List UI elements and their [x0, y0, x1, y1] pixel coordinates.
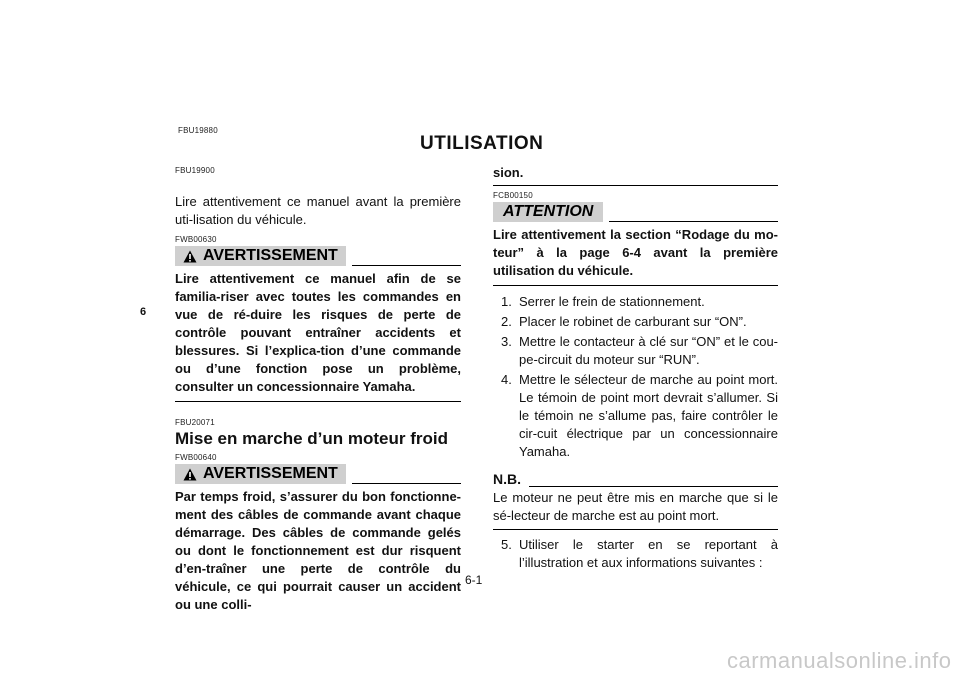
list-item [501, 293, 778, 311]
warning2-code: FWB00640 [175, 453, 217, 462]
warning2-header [175, 464, 461, 484]
warning2-rule [352, 464, 461, 484]
caution-end-rule [493, 285, 778, 286]
caution-text: Lire attentivement la section “Rodage du mo-teur” à la page 6-4 avant la première utilisation du véhicule. [493, 227, 778, 278]
warning1-code: FWB00630 [175, 235, 217, 244]
warning-triangle-icon [183, 250, 197, 263]
step-text: Serrer le frein de stationnement. [519, 294, 705, 309]
note-end-rule [493, 529, 778, 530]
list-item [501, 371, 778, 461]
warning2-end-rule [493, 185, 778, 186]
step-number: 4. [501, 372, 512, 387]
right-column [493, 164, 778, 574]
warning2-continuation: sion. [493, 165, 524, 180]
caution-header [493, 202, 778, 222]
warning1-end-rule [175, 401, 461, 402]
warning2-label-box [175, 464, 346, 484]
chapter-tab: 6 [140, 306, 147, 318]
steps-list-continued [493, 536, 778, 572]
step-number: 1. [501, 294, 512, 309]
intro-code: FBU19900 [175, 166, 215, 175]
watermark: carmanualsonline.info [727, 648, 952, 673]
note-header [493, 471, 778, 487]
list-item [501, 333, 778, 369]
note-label: N.B. [493, 471, 521, 487]
intro-text: Lire attentivement ce manuel avant la première uti-lisation du véhicule. [175, 194, 461, 227]
step-number: 5. [501, 537, 512, 552]
note-rule [529, 476, 778, 487]
warning1-label: AVERTISSEMENT [203, 247, 338, 264]
page-number: 6-1 [465, 573, 483, 587]
section-code: FBU20071 [175, 418, 215, 427]
header-code: FBU19880 [178, 126, 218, 135]
page-title: UTILISATION [420, 133, 544, 154]
list-item [501, 536, 778, 572]
step-text: Mettre le sélecteur de marche au point mort. Le témoin de point mort devrait s’allumer. Si le témoin ne s’allume pas, faire contrôler le cir-cuit électrique par un concessionnaire Yamaha. [519, 372, 778, 459]
caution-label: ATTENTION [493, 202, 603, 222]
warning-triangle-icon [183, 468, 197, 481]
warning2-text: Par temps froid, s’assurer du bon fonctionne-ment des câbles de commande avant chaque démarrage. Des câbles de commande gelés ou dont le fonctionnement est dur risquent d’en-traîner une perte de contrôle du véhicule, ce qui pourrait causer un accident ou une colli- [175, 489, 461, 612]
warning1-header [175, 246, 461, 266]
step-number: 3. [501, 334, 512, 349]
step-number: 2. [501, 314, 512, 329]
step-text: Mettre le contacteur à clé sur “ON” et le cou-pe-circuit du moteur sur “RUN”. [519, 334, 778, 367]
steps-list [493, 293, 778, 461]
left-column [175, 166, 461, 614]
warning1-text: Lire attentivement ce manuel afin de se familia-riser avec toutes les commandes en vue de ré-duire les risques de perte de contrôle pouvant entraîner accidents et blessures. Si l’explica-tion d’une commande ou d’une fonction pose un problème, consulter un concessionnaire Yamaha. [175, 271, 461, 394]
step-text: Utiliser le starter en se reportant à l’illustration et aux informations suivantes : [519, 537, 778, 570]
caution-code: FCB00150 [493, 191, 533, 200]
caution-rule [609, 202, 778, 222]
warning1-label-box [175, 246, 346, 266]
section-title: Mise en marche d’un moteur froid [175, 429, 448, 448]
note-text: Le moteur ne peut être mis en marche que si le sé-lecteur de marche est au point mort. [493, 490, 778, 523]
list-item [501, 313, 778, 331]
warning2-label: AVERTISSEMENT [203, 465, 338, 482]
step-text: Placer le robinet de carburant sur “ON”. [519, 314, 747, 329]
warning1-rule [352, 246, 461, 266]
